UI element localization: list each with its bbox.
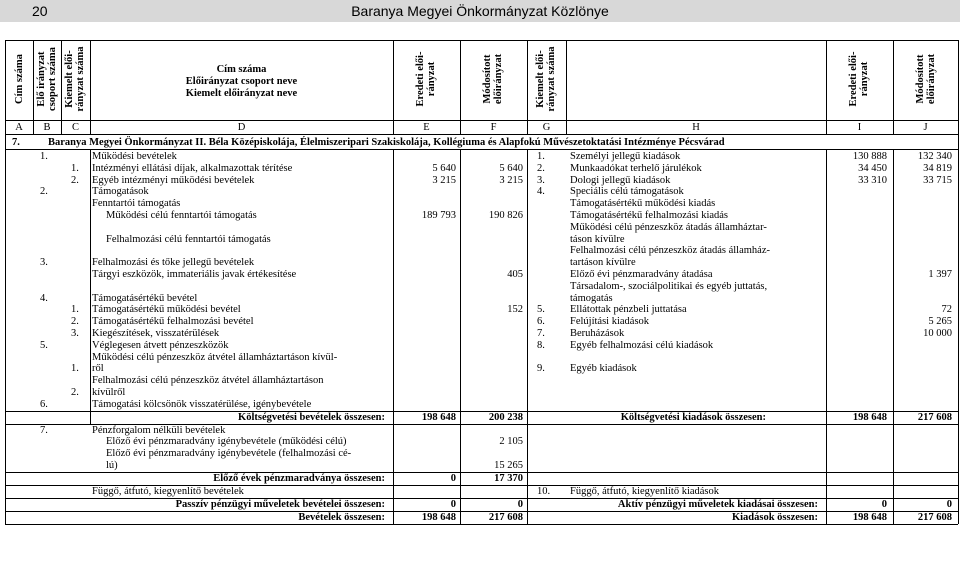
row-label: Tárgyi eszközök, immateriális javak értékesítése (92, 269, 297, 280)
column-letter: D (237, 122, 246, 133)
row-number: 8. (537, 339, 545, 351)
publication-title: Baranya Megyei Önkormányzat Közlönye (351, 3, 609, 19)
column-letter: H (692, 122, 700, 133)
grid-line (33, 40, 34, 134)
row-label: Működési célú fenntartói támogatás (106, 210, 257, 221)
modified-value: 33 715 (923, 174, 952, 186)
row-label: Támogatásértékű felhalmozási bevétel (92, 316, 254, 328)
section-title: Baranya Megyei Önkormányzat II. Béla Középiskolája, Élelmiszeripari Szakiskolája, Kollégiuma és Alapfokú Művészetoktatási Intézménye Pécsvárad (48, 137, 725, 148)
row-label: Személyi jellegű kiadások (570, 151, 681, 162)
row-label: Támogatási kölcsönök visszatérülése, igénybevétele (92, 398, 312, 410)
passive-original: 0 (450, 498, 456, 510)
row-label: Dologi jellegű kiadások (570, 174, 671, 186)
row-label: Véglegesen átvett pénzeszközök (92, 339, 229, 351)
row-label: Támogatásértékű működési kiadás (570, 198, 716, 210)
row-label: Támogatásértékű bevétel (92, 292, 198, 304)
transfers-revenue-label: Függő, átfutó, kiegyenlítő bevételek (92, 485, 244, 497)
grid-line (393, 149, 394, 524)
modified-value: 3 215 (499, 174, 523, 186)
grid-line (460, 40, 461, 134)
row-label: Működési bevételek (92, 151, 177, 162)
row-label: Egyéb intézményi működési bevételek (92, 174, 255, 186)
original-value: 33 310 (858, 174, 887, 186)
budget-revenue-total-label: Költségvetési bevételek összesen: (238, 411, 385, 423)
column-letter: E (423, 122, 430, 133)
modified-value: 152 (507, 304, 523, 316)
row-subnumber: 2. (71, 174, 79, 186)
modified-value: 2 105 (499, 436, 523, 448)
grand-revenue-modified: 217 608 (488, 511, 523, 523)
row-number: 6. (40, 398, 48, 410)
grid-line (826, 149, 827, 524)
passive-total-label: Passzív pénzügyi műveletek bevételei összesen: (175, 498, 385, 510)
row-label: lú) (106, 460, 118, 471)
column-letter: G (542, 122, 551, 133)
budget-revenue-modified: 200 238 (488, 411, 523, 423)
row-number: 3. (537, 174, 545, 186)
row-number: 5. (537, 304, 545, 316)
row-label: Működési célú pénzeszköz átadás államháztar- (570, 221, 767, 233)
row-subnumber: 1. (71, 162, 79, 174)
transfers-expense-label: Függő, átfutó, kiegyenlítő kiadások (570, 485, 720, 497)
header-eredeti-eloiranyzat-right: Eredeti elői- rányzat (848, 51, 870, 107)
grid-line (393, 40, 394, 134)
header-eredeti-eloiranyzat: Eredeti elői- rányzat (415, 51, 437, 107)
active-total-label: Aktív pénzügyi műveletek kiadásai összesen: (617, 498, 818, 510)
modified-value: 1 397 (928, 269, 952, 280)
original-value: 5 640 (432, 162, 456, 174)
row-subnumber: 3. (71, 328, 79, 339)
row-label: Működési célú pénzeszköz átvétel államháztartáson kívül- (92, 351, 338, 363)
row-label: Előző évi pénzmaradvány igénybevétele (felhalmozási cé- (106, 448, 352, 460)
column-letter: I (857, 122, 862, 133)
row-number: 6. (537, 316, 545, 328)
row-number: 1. (537, 151, 545, 162)
modified-value: 5 265 (928, 316, 952, 328)
row-label: táson kívülre (570, 233, 625, 245)
row-label: Speciális célú támogatások (570, 186, 684, 198)
prev-year-modified: 17 370 (494, 472, 523, 484)
row-label: ről (92, 363, 104, 375)
header-cim-eloiranyzat: Előirányzat csoport neve (185, 76, 298, 87)
row-label: Támogatások (92, 186, 149, 198)
grid-line (5, 120, 958, 121)
row-label: támogatás (570, 292, 613, 304)
row-label: Támogatásértékű működési bevétel (92, 304, 241, 316)
row-number: 4. (537, 186, 545, 198)
row-number: 1. (40, 151, 48, 162)
row-number: 7. (537, 328, 545, 339)
row-number: 3. (40, 257, 48, 269)
budget-expense-total-label: Költségvetési kiadások összesen: (620, 411, 766, 423)
grand-revenue-original: 198 648 (421, 511, 456, 523)
grid-line (90, 40, 91, 134)
grid-line (893, 149, 894, 524)
grid-line (460, 149, 461, 524)
grand-expense-original: 198 648 (852, 511, 887, 523)
page-number: 20 (32, 3, 48, 19)
original-value: 189 793 (421, 210, 456, 221)
row-label: Előző évi pénzmaradvány igénybevétele (működési célú) (106, 436, 347, 448)
modified-value: 10 000 (923, 328, 952, 339)
header-modositott-eloiranyzat-right: Módosított előirányzat (915, 53, 937, 105)
row-label: Társadalom-, szociálpolitikai és egyéb juttatás, (570, 280, 768, 292)
row-label: Fenntartói támogatás (92, 198, 181, 210)
original-value: 130 888 (852, 151, 887, 162)
grid-line (826, 40, 827, 134)
row-subnumber: 1. (71, 363, 79, 375)
row-label: Előző évi pénzmaradvány átadása (570, 269, 713, 280)
budget-expense-original: 198 648 (852, 411, 887, 423)
modified-value: 34 819 (923, 162, 952, 174)
column-letter: F (490, 122, 497, 133)
passive-modified: 0 (517, 498, 523, 510)
grid-line (958, 40, 959, 524)
row-label: Kiegészítések, visszatérülések (92, 328, 220, 339)
transfers-row-number: 10. (537, 485, 551, 497)
column-letter: C (71, 122, 79, 133)
column-letter: B (43, 122, 51, 133)
modified-value: 5 640 (499, 162, 523, 174)
grid-line (893, 40, 894, 134)
modified-value: 190 826 (488, 210, 523, 221)
row-label: Beruházások (570, 328, 625, 339)
row-label: tartáson kívülre (570, 257, 636, 269)
row-label: kívülről (92, 387, 126, 398)
row-label: Támogatásértékű felhalmozási kiadás (570, 210, 729, 221)
modified-value: 15 265 (494, 460, 523, 471)
row-label: Felhalmozási célú pénzeszköz átvétel államháztartáson (92, 375, 324, 387)
row-label: Egyéb felhalmozási célú kiadások (570, 339, 714, 351)
row-number: 2. (537, 162, 545, 174)
column-letter: J (923, 122, 928, 133)
row-label: Pénzforgalom nélküli bevételek (92, 424, 226, 436)
row-number: 5. (40, 339, 48, 351)
row-number: 4. (40, 292, 48, 304)
row-subnumber: 1. (71, 304, 79, 316)
row-subnumber: 2. (71, 316, 79, 328)
row-label: Munkaadókat terhelő járulékok (570, 162, 702, 174)
row-number: 7. (40, 424, 48, 436)
grid-line (5, 40, 6, 524)
budget-revenue-original: 198 648 (421, 411, 456, 423)
section-number: 7. (12, 137, 20, 148)
grid-line (5, 40, 958, 41)
grand-expense-label: Kiadások összesen: (731, 511, 818, 523)
grand-expense-modified: 217 608 (917, 511, 952, 523)
grid-line (527, 40, 528, 134)
modified-value: 72 (941, 304, 952, 316)
modified-value: 405 (507, 269, 523, 280)
grid-line (566, 40, 567, 134)
grid-line (5, 134, 958, 135)
grid-line (527, 149, 528, 524)
header-kiemelt-eloiranyzat-right: Kiemelt elői- rányzat száma (535, 46, 557, 112)
row-label: Felhalmozási célú fenntartói támogatás (106, 233, 271, 245)
header-cim-szama: Cím száma (13, 54, 25, 104)
row-label: Egyéb kiadások (570, 363, 637, 375)
prev-year-original: 0 (450, 472, 456, 484)
active-modified: 0 (946, 498, 952, 510)
row-number: 2. (40, 186, 48, 198)
grid-line (5, 524, 958, 525)
header-kiemelt-eloiranyzat: Kiemelt elői- rányzat száma (64, 46, 86, 112)
row-label: Felhalmozási célú pénzeszköz átadás államház- (570, 245, 770, 257)
modified-value: 132 340 (917, 151, 952, 162)
row-subnumber: 2. (71, 387, 79, 398)
row-number: 9. (537, 363, 545, 375)
active-original: 0 (881, 498, 887, 510)
grid-line (90, 149, 91, 424)
grid-line (61, 40, 62, 134)
row-label: Felújítási kiadások (570, 316, 650, 328)
row-label: Intézményi ellátási díjak, alkalmazottak térítése (92, 162, 293, 174)
header-elo-iranyzat-csoport: Elő irányzat csoport száma (36, 47, 58, 111)
header-cim-eloiranyzat: Kiemelt előirányzat neve (185, 88, 298, 99)
grid-line (5, 149, 958, 150)
header-cim-eloiranyzat: Cím száma (216, 64, 267, 75)
original-value: 34 450 (858, 162, 887, 174)
original-value: 3 215 (432, 174, 456, 186)
prev-year-total-label: Előző évek pénzmaradványa összesen: (213, 472, 385, 484)
row-label: Ellátottak pénzbeli juttatása (570, 304, 687, 316)
row-label: Felhalmozási és tőke jellegű bevételek (92, 257, 255, 269)
grand-revenue-label: Bevételek összesen: (298, 511, 385, 523)
column-letter: A (15, 122, 23, 133)
header-modositott-eloiranyzat: Módosított előirányzat (482, 53, 504, 105)
budget-expense-modified: 217 608 (917, 411, 952, 423)
